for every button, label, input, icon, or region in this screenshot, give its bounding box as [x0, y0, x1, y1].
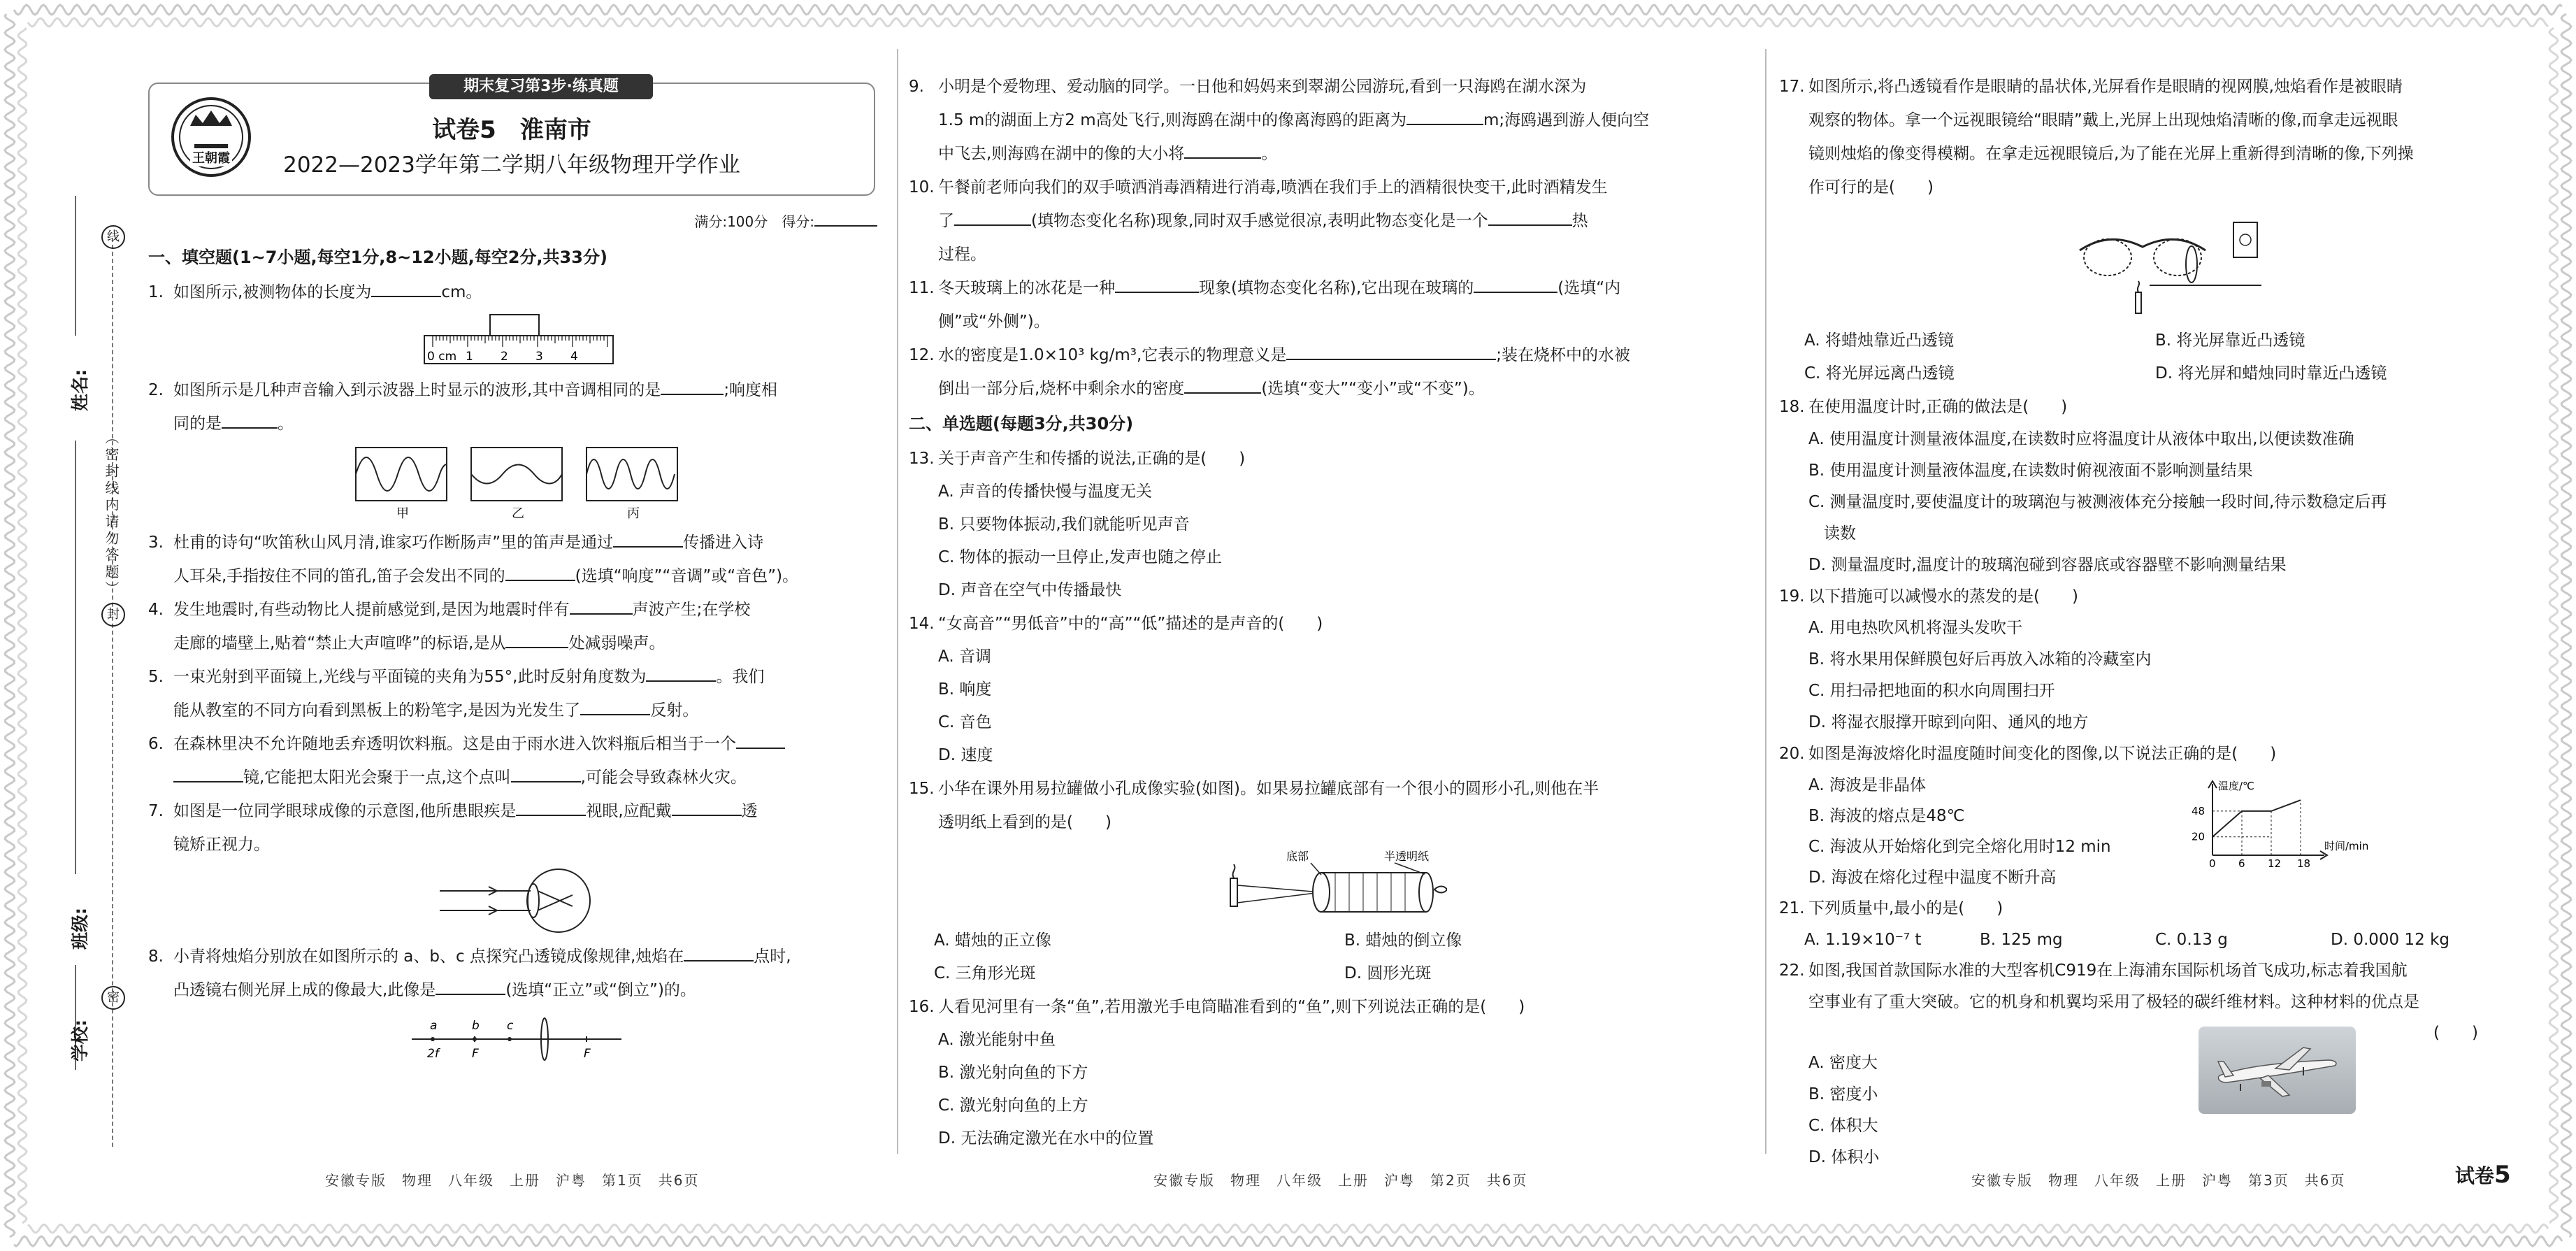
question-11: 11. 冬天玻璃上的冰花是一种 现象(填物态变化名称),它出现在玻璃的 (选填“内 侧”或“外侧”)。: [909, 271, 1755, 338]
oscilloscope-waves: [349, 445, 684, 522]
chart-ylabel: 温度/℃: [2218, 780, 2254, 792]
ruler-tick-label: 1: [465, 350, 473, 364]
chart-ytick: 20: [2192, 830, 2206, 843]
wave-jia: [356, 457, 447, 491]
wave-label: 丙: [626, 506, 640, 521]
option-b[interactable]: B. 将光屏靠近凸透镜: [2155, 331, 2305, 350]
answer-blank[interactable]: [661, 377, 724, 395]
option-c[interactable]: C. 将光屏远离凸透镜: [1804, 364, 1955, 383]
pinhole-can-figure: [1216, 843, 1447, 920]
figure-label: 半透明纸: [1384, 850, 1430, 863]
page-footer: 安徽专版 物理 八年级 上册 沪粤 第1页 共6页: [325, 1172, 700, 1189]
answer-paren: ( ): [2433, 1024, 2478, 1042]
option-c[interactable]: C. 用扫帚把地面的积水向周围扫开: [1808, 682, 2055, 700]
answer-blank[interactable]: [736, 731, 785, 749]
point-label: b: [471, 1019, 480, 1033]
wave-bing: [587, 459, 675, 489]
question-16: 16. 人看见河里有一条“鱼”,若用激光手电筒瞄准看到的“鱼”,则下列说法正确的是( ): [909, 998, 1525, 1016]
question-13: 13. 关于声音产生和传播的说法,正确的是( ): [909, 450, 1246, 468]
option-d[interactable]: D. 测量温度时,温度计的玻璃泡碰到容器底或容器壁不影响测量结果: [1808, 556, 2287, 574]
page-footer: 安徽专版 物理 八年级 上册 沪粤 第2页 共6页: [1153, 1172, 1528, 1189]
question-21: 21. 下列质量中,最小的是( ): [1779, 899, 2003, 917]
answer-blank[interactable]: [1474, 275, 1557, 293]
point-label: a: [429, 1019, 437, 1033]
column-3: [1779, 42, 2506, 1166]
option-d[interactable]: D. 0.000 12 kg: [2331, 931, 2449, 949]
eyeglass-lens-figure: [2073, 208, 2268, 320]
option-a[interactable]: A. 音调: [938, 648, 991, 666]
option-c[interactable]: C. 海波从开始熔化到完全熔化用时12 min: [1808, 838, 2111, 856]
page-footer: 安徽专版 物理 八年级 上册 沪粤 第3页 共6页: [1971, 1172, 2346, 1189]
option-c[interactable]: C. 物体的振动一旦停止,发声也随之停止: [938, 548, 1222, 566]
answer-blank[interactable]: [505, 630, 568, 648]
column-2: [909, 42, 1755, 1146]
option-c[interactable]: C. 音色: [938, 713, 992, 731]
answer-blank[interactable]: [570, 596, 633, 615]
question-20: 20. 如图是海波熔化时温度随时间变化的图像,以下说法正确的是( ): [1779, 745, 2277, 763]
option-b[interactable]: B. 将水果用保鲜膜包好后再放入冰箱的冷藏室内: [1808, 650, 2152, 669]
question-22: 22. 如图,我国首款国际水准的大型客机C919在上海浦东国际机场首飞成功,标志着我国航 空事业有了重大突破。它的机身和机翼均采用了极轻的碳纤维材料。这种材料的优点是: [1779, 962, 2419, 1011]
chart-xtick: 6: [2238, 857, 2245, 869]
option-b[interactable]: B. 只要物体振动,我们就能听见声音: [938, 515, 1190, 534]
section-2-title: 二、单选题(每题3分,共30分): [909, 414, 1134, 434]
focal-mark: F: [583, 1047, 591, 1061]
answer-blank[interactable]: [173, 764, 243, 782]
question-5: 5. 一束光射到平面镜上,光线与平面镜的夹角为55°,此时反射角度数为 。我们 能从教室的不同方向看到黑板上的粉笔字,是因为光发生了 反射。: [148, 660, 884, 727]
option-d[interactable]: D. 体积小: [1808, 1148, 1880, 1166]
option-b[interactable]: B. 激光射向鱼的下方: [938, 1064, 1088, 1082]
ruler-tick-label: 3: [535, 350, 543, 364]
option-a[interactable]: A. 激光能射中鱼: [938, 1031, 1056, 1049]
answer-blank[interactable]: [516, 798, 586, 816]
question-4: 4. 发生地震时,有些动物比人提前感觉到,是因为地震时伴有 声波产生;在学校 走廊的墙壁上,贴着“禁止大声喧哗”的标语,是从 处减弱噪声。: [148, 593, 884, 660]
chart-ytick: 48: [2192, 804, 2206, 817]
question-12: 12. 水的密度是1.0×10³ kg/m³,它表示的物理意义是 ;装在烧杯中的水被 倒出一部分后,烧杯中剩余水的密度 (选填“变大”“变小”或“不变”)。: [909, 338, 1755, 406]
question-6: 6. 在森林里决不允许随地丢弃透明饮料瓶。这是由于雨水进入饮料瓶后相当于一个 镜,它能把太阳光会聚于一点,这个点叫 ,可能会导致森林火灾。: [148, 727, 884, 794]
option-d[interactable]: D. 将光屏和蜡烛同时靠近凸透镜: [2155, 364, 2387, 383]
option-c[interactable]: C. 激光射向鱼的上方: [938, 1096, 1088, 1115]
option-d[interactable]: D. 将湿衣服撑开晾到向阳、通风的地方: [1808, 713, 2089, 731]
exam-title: 试卷5 淮南市: [432, 116, 591, 144]
wave-yi: [471, 465, 562, 484]
review-banner: 期末复习第3步·练真题: [429, 74, 653, 99]
option-c[interactable]: C. 三角形光斑: [934, 964, 1036, 982]
c919-airplane-photo: [2199, 1027, 2356, 1114]
answer-blank[interactable]: [371, 279, 441, 297]
option-c[interactable]: C. 体积大: [1808, 1117, 1878, 1135]
option-b[interactable]: B. 使用温度计测量液体温度,在读数时俯视液面不影响测量结果: [1808, 462, 2253, 480]
seal-mark-feng: 封: [101, 603, 125, 627]
option-b[interactable]: B. 海波的熔点是48℃: [1808, 807, 1965, 825]
question-7: 7. 如图是一位同学眼球成像的示意图,他所患眼疾是 视眼,应配戴 透 镜矫正视力。: [148, 794, 884, 862]
answer-blank[interactable]: [222, 410, 278, 429]
answer-blank[interactable]: [436, 977, 505, 995]
seal-mark-mi: 密: [101, 986, 125, 1010]
answer-blank[interactable]: [684, 943, 754, 962]
option-b[interactable]: B. 蜡烛的倒立像: [1344, 931, 1462, 950]
question-15: 15. 小华在课外用易拉罐做小孔成像实验(如图)。如果易拉罐底部有一个很小的圆形小孔,则他在半 透明纸上看到的是( ): [909, 780, 1599, 831]
question-10: 10. 午餐前老师向我们的双手喷洒消毒酒精进行消毒,喷洒在我们手上的酒精很快变干,此时酒精发生 了 (填物态变化名称)现象,同时双手感觉很凉,表明此物态变化是一个 热 过程。: [909, 178, 1608, 264]
corner-exam-number: 试卷5: [2455, 1161, 2511, 1189]
point-label: c: [506, 1019, 513, 1033]
ruler-figure: [412, 313, 621, 369]
focal-mark: F: [471, 1047, 479, 1061]
logo-text: 王朝霞: [190, 148, 232, 166]
eyeball-diagram: [433, 866, 600, 936]
chart-series-line: [2212, 800, 2301, 837]
option-a[interactable]: A. 蜡烛的正立像: [934, 931, 1051, 950]
question-1: 1. 如图所示,被测物体的长度为 cm。: [148, 276, 884, 309]
student-name-label: 姓名:: [70, 369, 90, 411]
question-18: 18. 在使用温度计时,正确的做法是( ): [1779, 398, 2068, 416]
score-line: 满分:100分 得分:: [694, 208, 877, 231]
option-d[interactable]: D. 圆形光斑: [1344, 964, 1432, 982]
option-c[interactable]: C. 测量温度时,要使温度计的玻璃泡与被测液体充分接触一段时间,待示数稳定后再: [1808, 493, 2387, 511]
chart-xtick: 12: [2268, 857, 2282, 869]
option-a[interactable]: A. 1.19×10⁻⁷ t: [1804, 931, 1922, 949]
answer-blank[interactable]: [672, 798, 742, 816]
chart-xlabel: 时间/min: [2324, 840, 2369, 852]
answer-blank[interactable]: [580, 697, 650, 715]
section-1-title: 一、填空题(1~7小题,每空1分,8~12小题,每空2分,共33分): [148, 248, 607, 267]
option-b[interactable]: B. 密度小: [1808, 1085, 1878, 1103]
option-a[interactable]: A. 海波是非晶体: [1808, 776, 1926, 794]
answer-blank[interactable]: [1184, 376, 1261, 394]
option-c-continued: 读数: [1824, 524, 1856, 543]
option-b[interactable]: B. 响度: [938, 680, 992, 699]
answer-blank[interactable]: [1406, 107, 1483, 125]
option-d[interactable]: D. 声音在空气中传播最快: [938, 581, 1122, 599]
option-a[interactable]: A. 将蜡烛靠近凸透镜: [1804, 331, 1954, 350]
ruler-tick-label: 4: [570, 350, 578, 364]
question-17: 17. 如图所示,将凸透镜看作是眼睛的晶状体,光屏看作是眼睛的视网膜,烛焰看作是被眼睛 观察的物体。拿一个远视眼镜给“眼睛”戴上,光屏上出现烛焰清晰的像,而拿走远视眼 镜则烛焰的像变得模糊。在拿走远视眼镜后,为了能在光屏上重新得到清晰的像,下列操 作可行的是( ): [1779, 78, 2414, 196]
ruler-ticks: [433, 336, 607, 347]
answer-blank[interactable]: [646, 664, 716, 682]
chart-xtick: 18: [2297, 857, 2311, 869]
question-8: 8. 小青将烛焰分别放在如图所示的 a、b、c 点探究凸透镜成像规律,烛焰在 点时, 凸透镜右侧光屏上成的像最大,此像是 (选填“正立”或“倒立”)的。: [148, 940, 884, 1007]
question-2: 2. 如图所示是几种声音输入到示波器上时显示的波形,其中音调相同的是 ;响度相 同的是 。: [148, 373, 884, 441]
header-box: [148, 78, 875, 196]
option-a[interactable]: A. 声音的传播快慢与温度无关: [938, 482, 1152, 501]
question-14: 14. “女高音”“男低音”中的“高”“低”描述的是声音的( ): [909, 615, 1323, 633]
binding-sidebar: [52, 196, 108, 1140]
answer-blank[interactable]: [613, 529, 683, 548]
option-a[interactable]: A. 密度大: [1808, 1054, 1878, 1072]
answer-blank[interactable]: [1184, 141, 1261, 159]
ruler-tick-label: 2: [500, 350, 508, 364]
class-label: 班级:: [70, 908, 90, 950]
option-d[interactable]: D. 海波在熔化过程中温度不断升高: [1808, 868, 2057, 887]
melting-graph: [2185, 778, 2415, 869]
option-a[interactable]: A. 用电热吹风机将湿头发吹干: [1808, 619, 2022, 637]
school-label: 学校:: [70, 1020, 90, 1061]
answer-blank[interactable]: [1286, 342, 1496, 360]
lens-axis-diagram: [405, 1011, 628, 1067]
question-9: 9. 小明是个爱物理、爱动脑的同学。一日他和妈妈来到翠湖公园游玩,看到一只海鸥在湖水深为 1.5 m的湖面上方2 m高处飞行,则海鸥在湖中的像离海鸥的距离为 m;海鸥遇到游人便向空 中飞去,则海鸥在湖中的像的大小将 。: [909, 78, 1650, 163]
exam-subtitle: 2022—2023学年第二学期八年级物理开学作业: [283, 152, 740, 178]
answer-blank[interactable]: [511, 764, 581, 782]
option-d[interactable]: D. 速度: [938, 746, 993, 764]
figure-label: 底部: [1286, 850, 1309, 863]
column-1: [140, 42, 884, 1146]
answer-blank[interactable]: [1115, 275, 1199, 293]
question-3: 3. 杜甫的诗句“吹笛秋山风月清,谁家巧作断肠声”里的笛声是通过 传播进入诗 人耳朵,手指按住不同的笛孔,笛子会发出不同的 (选填“响度”“音调”或“音色”)。: [148, 526, 884, 593]
seal-note: （密封线内请勿答题）: [103, 430, 120, 598]
seal-mark-xian: 线: [101, 225, 125, 249]
option-d[interactable]: D. 无法确定激光在水中的位置: [938, 1129, 1154, 1148]
answer-blank[interactable]: [1488, 208, 1572, 226]
wave-label: 甲: [396, 506, 409, 521]
option-c[interactable]: C. 0.13 g: [2155, 931, 2228, 949]
option-a[interactable]: A. 使用温度计测量液体温度,在读数时应将温度计从液体中取出,以便读数准确: [1808, 430, 2354, 448]
ruler-zero-label: 0 cm: [426, 350, 456, 364]
answer-blank[interactable]: [505, 563, 575, 581]
focal-mark: 2f: [426, 1047, 439, 1061]
wave-label: 乙: [511, 506, 524, 521]
question-19: 19. 以下措施可以减慢水的蒸发的是( ): [1779, 587, 2078, 606]
chart-xtick: 0: [2209, 857, 2216, 869]
answer-blank[interactable]: [954, 208, 1031, 226]
option-b[interactable]: B. 125 mg: [1980, 931, 2063, 949]
